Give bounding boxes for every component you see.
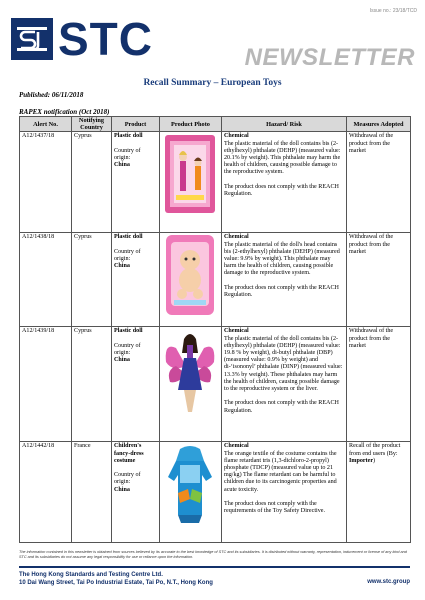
- product-name: Plastic doll: [114, 328, 143, 335]
- hazard-note: The product does not comply with the REACH Regulation.: [224, 284, 339, 299]
- header-hazard: Hazard/ Risk: [222, 117, 347, 132]
- origin-label: Country of origin:: [114, 248, 141, 263]
- fairy-doll-photo: [162, 328, 218, 416]
- alert-no: A12/1437/18: [20, 132, 72, 233]
- measures-tail: ): [373, 457, 376, 464]
- alert-no: A12/1442/18: [20, 442, 72, 543]
- hazard-type: Chemical: [224, 234, 249, 241]
- header-measures: Measures Adopted: [347, 117, 411, 132]
- footer-divider: [19, 566, 410, 568]
- hazard-note: The product does not comply with the REACH Regulation.: [224, 400, 339, 414]
- baby-doll-photo: [162, 234, 218, 316]
- measures-cell: Withdrawal of the product from the market: [347, 132, 411, 233]
- product-cell: [112, 233, 160, 327]
- measures-bold: Importer: [349, 457, 374, 464]
- alert-no: A12/1439/18: [20, 327, 72, 442]
- published-date: Published: 06/11/2018: [19, 91, 84, 99]
- hazard-note: The product does not comply with the requirements of the Toy Safety Directive.: [224, 501, 325, 515]
- section-label: RAPEX notification (Oct 2018): [19, 108, 110, 116]
- hazard-text: The plastic material of the doll contains bis (2-ethylhexyl) phthalate (DEHP) (measured value: 19.8 % by weight), di-butyl phthalate (DBP) (measured value: 0.9% by weight) and di-‘isononyl’ phthalate (DINP) (measured value: 13.3% by weight). These phthalates may harm the health of children, causing possible damage to the reproductive system or the liver.: [224, 335, 343, 393]
- hazard-cell: [222, 327, 347, 442]
- recall-table: [19, 116, 411, 543]
- website-link[interactable]: www.stc.group: [367, 579, 410, 585]
- origin-country: China: [114, 162, 130, 169]
- origin-country: China: [114, 263, 130, 270]
- origin-country: China: [114, 357, 130, 364]
- table-row: [20, 132, 411, 233]
- hazard-cell: [222, 132, 347, 233]
- org-name: The Hong Kong Standards and Testing Centre Ltd.: [19, 572, 163, 578]
- photo-cell: [160, 442, 222, 543]
- header-product: Product: [112, 117, 160, 132]
- notifying-country: Cyprus: [72, 327, 112, 442]
- alert-no: A12/1438/18: [20, 233, 72, 327]
- product-name: Plastic doll: [114, 234, 143, 241]
- page-header: [0, 0, 425, 80]
- org-address: 10 Dai Wang Street, Tai Po Industrial Estate, Tai Po, N.T., Hong Kong: [19, 580, 213, 586]
- photo-cell: [160, 132, 222, 233]
- product-name: Children's fancy-dress costume: [114, 443, 144, 464]
- table-row: [20, 327, 411, 442]
- table-header-row: [20, 117, 411, 132]
- product-cell: [112, 327, 160, 442]
- disclaimer: The information contained in this newsletter is obtained from sources believed by its accurate to the best knowledge of STC and its subsidiaries. It is distributed without warranty, representation, inducement or license of any kind and STC and its subsidiaries do not assume any legal responsibility for use or reliance upon the information.: [19, 550, 407, 559]
- hazard-type: Chemical: [224, 133, 249, 140]
- hazard-note: The product does not comply with the REACH Regulation.: [224, 183, 339, 198]
- hazard-cell: [222, 233, 347, 327]
- measures-cell: [347, 442, 411, 543]
- org-info: [19, 571, 213, 587]
- hazard-cell: [222, 442, 347, 543]
- notifying-country: Cyprus: [72, 132, 112, 233]
- table-row: [20, 233, 411, 327]
- stc-logo-icon: [11, 18, 53, 60]
- costume-photo: [162, 443, 218, 525]
- hazard-text: The orange textile of the costume contains the flame retardant tris (1,3-dichloro-2-propyl) phosphate (TDCP) (measured value up to 21 mg/kg) The flame retardant can be harmful to children due to its carcinogenic properties and acute toxicity.: [224, 450, 337, 493]
- notifying-country: France: [72, 442, 112, 543]
- notifying-country: Cyprus: [72, 233, 112, 327]
- stc-logo-text: STC: [58, 13, 153, 65]
- product-name: Plastic doll: [114, 133, 143, 140]
- product-cell: [112, 132, 160, 233]
- newsletter-label: NEWSLETTER: [244, 44, 415, 71]
- table-row: [20, 442, 411, 543]
- hazard-text: The plastic material of the doll contains bis (2-ethylhexyl) phthalate (DEHP) (measured value: 20.1% by weight). This phthalate may harm the health of children, causing possible damage to the reproductive system.: [224, 140, 341, 176]
- photo-cell: [160, 327, 222, 442]
- measures-cell: Withdrawal of the product from the market: [347, 327, 411, 442]
- hazard-type: Chemical: [224, 328, 249, 335]
- header-country: Notifying Country: [72, 117, 112, 132]
- header-photo: Product Photo: [160, 117, 222, 132]
- origin-label: Country of origin:: [114, 472, 141, 486]
- measures-text: Recall of the product from end users (By:: [349, 443, 401, 457]
- origin-country: China: [114, 486, 130, 493]
- header-alert-no: Alert No.: [20, 117, 72, 132]
- origin-label: Country of origin:: [114, 147, 141, 162]
- hazard-type: Chemical: [224, 443, 249, 450]
- page-title: Recall Summary – European Toys: [143, 78, 282, 88]
- issue-number: Issue no.: 23/18/TCD: [369, 8, 417, 14]
- hazard-text: The plastic material of the doll's head contains bis (2-ethylhexyl) phthalate (DEHP) (measured value: 9.9% by weight). This phthalate may harm the health of children, causing possible damage to the reproductive system.: [224, 241, 340, 277]
- photo-cell: [160, 233, 222, 327]
- measures-cell: Withdrawal of the product from the market: [347, 233, 411, 327]
- product-cell: [112, 442, 160, 543]
- doll-box-photo: [162, 133, 218, 215]
- origin-label: Country of origin:: [114, 342, 141, 357]
